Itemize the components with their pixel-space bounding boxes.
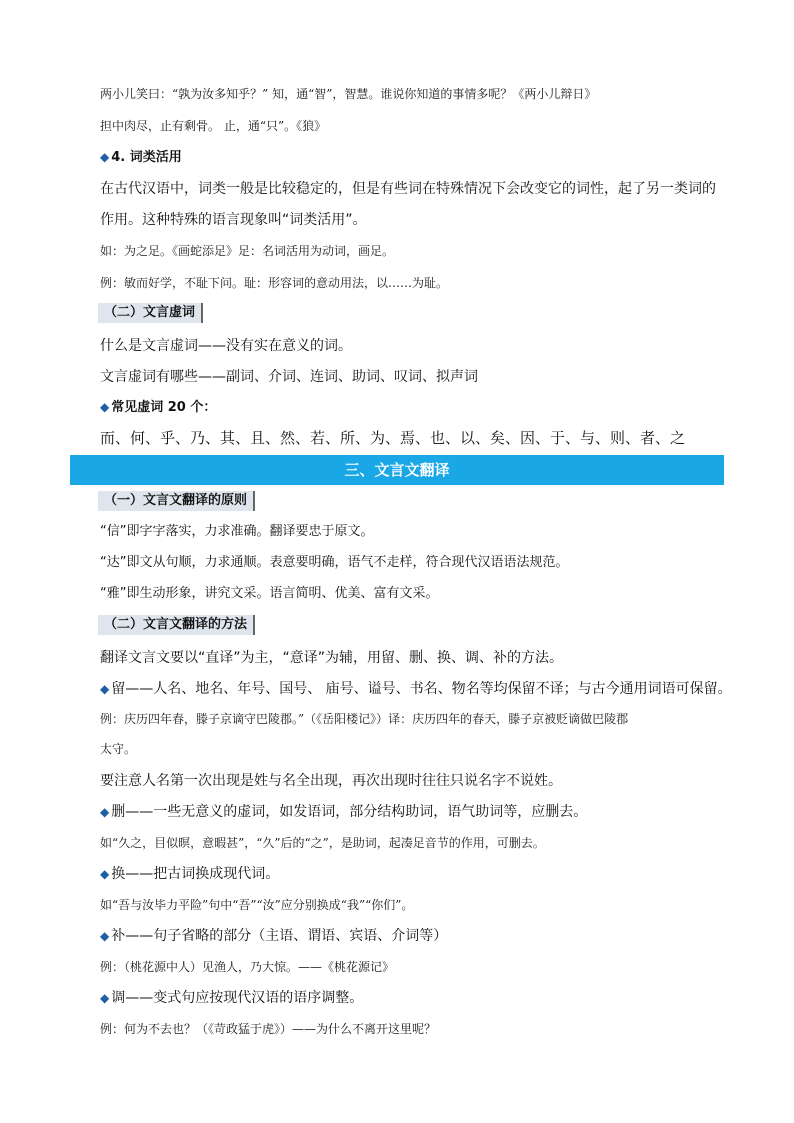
method-delete xyxy=(100,805,587,819)
paragraph-line: 作用。这种特殊的语言现象叫“词类活用”。 xyxy=(100,212,367,228)
example-line: 例：敏而好学，不耻下问。耻：形容词的意动用法，以……为耻。 xyxy=(100,276,449,290)
example-line: 如“久之，目似暝，意暇甚”，“久”后的“之”，是助词，起凑足音节的作用，可删去。 xyxy=(100,836,545,850)
diamond-bullet-icon: ◆ xyxy=(100,150,110,164)
subheading-label: 常见虚词 20 个： xyxy=(111,400,217,415)
principle-da: “达”即文从句顺，力求通顺。表意要明确，语气不走样，符合现代汉语语法规范。 xyxy=(100,555,569,570)
principle-xin: “信”即字字落实，力求准确。翻译要忠于原文。 xyxy=(100,524,374,539)
paragraph-line: 什么是文言虚词——没有实在意义的词。 xyxy=(100,338,352,354)
example-line: 例：何为不去也？（《苛政猛于虎》）——为什么不离开这里呢？ xyxy=(100,1022,437,1036)
example-line: 例：庆历四年春，滕子京谪守巴陵郡。”（《岳阳楼记》）译：庆历四年的春天，滕子京被贬谪做巴陵郡 xyxy=(100,712,629,726)
method-text: 留——人名、地名、年号、国号、 庙号、谥号、书名、物名等均保留不译；与古今通用词语可保留。 xyxy=(111,681,732,697)
section-heading-label: （二）文言虚词 xyxy=(104,305,196,320)
principle-ya: “雅”即生动形象，讲究文采。语言简明、优美、富有文采。 xyxy=(100,586,439,601)
example-line: 太守。 xyxy=(100,742,137,756)
section-heading-principles xyxy=(98,491,253,511)
example-line: 如：为之足。《画蛇添足》足：名词活用为动词，画足。 xyxy=(100,244,395,258)
function-words-list: 而、何、乎、乃、其、且、然、若、所、为、焉、也、以、矣、因、于、与、则、者、之 xyxy=(100,429,686,447)
paragraph-line: 要注意人名第一次出现是姓与名全出现，再次出现时往往只说名字不说姓。 xyxy=(100,773,562,789)
diamond-bullet-icon: ◆ xyxy=(100,929,110,943)
section-heading-label: （二）文言文翻译的方法 xyxy=(104,617,248,632)
subheading-common-words xyxy=(100,401,216,414)
diamond-bullet-icon: ◆ xyxy=(100,805,110,819)
section-banner-translation: 三、文言文翻译 xyxy=(70,455,724,485)
method-text: 调——变式句应按现代汉语的语序调整。 xyxy=(111,990,364,1006)
paragraph-line: 翻译文言文要以“直译”为主，“意译”为辅，用留、删、换、调、补的方法。 xyxy=(100,650,564,666)
paragraph-line: 在古代汉语中，词类一般是比较稳定的，但是有些词在特殊情况下会改变它的词性，起了另一类词的 xyxy=(100,181,716,197)
section-heading-label: （一）文言文翻译的原则 xyxy=(104,493,248,508)
diamond-bullet-icon: ◆ xyxy=(100,867,110,881)
method-supplement xyxy=(100,929,447,943)
method-replace xyxy=(100,867,279,881)
method-text: 补——句子省略的部分（主语、谓语、宾语、介词等） xyxy=(111,928,448,944)
paragraph-line: 文言虚词有哪些——副词、介词、连词、助词、叹词、拟声词 xyxy=(100,369,478,385)
diamond-bullet-icon: ◆ xyxy=(100,400,110,414)
method-text: 删——一些无意义的虚词，如发语词，部分结构助词，语气助词等，应删去。 xyxy=(111,804,588,820)
section-heading-function-words xyxy=(98,303,201,323)
method-reorder xyxy=(100,991,363,1005)
method-retain xyxy=(100,682,732,696)
section-heading-methods xyxy=(98,615,253,635)
heading-bar xyxy=(253,491,255,511)
text-line: 担中肉尽，止有剩骨。 止，通“只”。《狼》 xyxy=(100,119,327,133)
heading-bar xyxy=(253,615,255,635)
subheading-label: 4. 词类活用 xyxy=(111,150,182,165)
method-text: 换——把古词换成现代词。 xyxy=(111,866,280,882)
example-line: 例：（桃花源中人）见渔人，乃大惊。——《桃花源记》 xyxy=(100,960,395,974)
example-line: 如“吾与汝毕力平险”句中“吾”“汝”应分别换成“我”“你们”。 xyxy=(100,898,414,912)
subheading-word-class xyxy=(100,151,182,164)
text-line: 两小儿笑曰：“孰为汝多知乎？” 知，通“智”，智慧。谁说你知道的事情多呢？《两小儿辩日》 xyxy=(100,87,597,101)
heading-bar xyxy=(201,303,203,323)
diamond-bullet-icon: ◆ xyxy=(100,991,110,1005)
diamond-bullet-icon: ◆ xyxy=(100,682,110,696)
